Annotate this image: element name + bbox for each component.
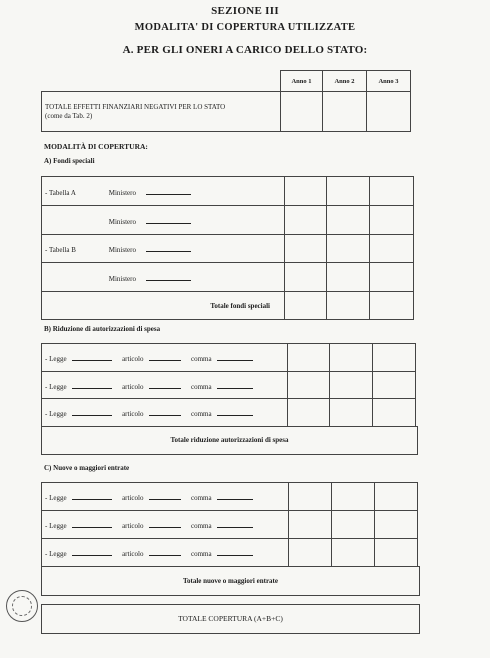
fondi-cell[interactable] bbox=[370, 263, 414, 292]
legge-blank[interactable] bbox=[72, 547, 112, 556]
totale-entrate-label: Totale nuove o maggiori entrate bbox=[182, 577, 278, 585]
ministero-blank[interactable] bbox=[146, 272, 191, 281]
riduzione-cell[interactable] bbox=[330, 399, 373, 427]
totale-riduzione-label: Totale riduzione autorizzazioni di spesa bbox=[170, 436, 289, 444]
fondi-cell[interactable] bbox=[370, 235, 414, 263]
legge-blank[interactable] bbox=[72, 407, 112, 416]
totale-effetti-label: TOTALE EFFETTI FINANZIARI NEGATIVI PER LO STATO bbox=[45, 102, 226, 111]
articolo-blank[interactable] bbox=[149, 352, 181, 361]
entrate-cell[interactable] bbox=[332, 539, 375, 567]
year-1-header: Anno 1 bbox=[281, 71, 323, 92]
articolo-blank[interactable] bbox=[149, 519, 181, 528]
ministero-label: Ministero bbox=[108, 246, 136, 254]
riduzione-heading: B) Riduzione di autorizzazioni di spesa bbox=[44, 325, 161, 333]
section-title: SEZIONE III bbox=[211, 5, 279, 17]
articolo-blank[interactable] bbox=[149, 547, 181, 556]
comma-blank[interactable] bbox=[217, 407, 253, 416]
fondi-cell[interactable] bbox=[327, 177, 370, 206]
ministero-label: Ministero bbox=[108, 217, 136, 226]
fondi-total-cell[interactable] bbox=[370, 292, 414, 320]
entrate-cell[interactable] bbox=[289, 511, 332, 539]
fondi-table bbox=[41, 176, 414, 320]
effetti-anno1-cell[interactable] bbox=[281, 92, 323, 132]
effetti-anno2-cell[interactable] bbox=[323, 92, 367, 132]
section-subtitle: MODALITA' DI COPERTURA UTILIZZATE bbox=[134, 22, 356, 33]
fondi-heading: A) Fondi speciali bbox=[44, 157, 95, 165]
entrate-cell[interactable] bbox=[332, 511, 375, 539]
riduzione-cell[interactable] bbox=[288, 399, 330, 427]
articolo-blank[interactable] bbox=[149, 491, 181, 500]
fondi-cell[interactable] bbox=[370, 206, 414, 235]
legge-label: - Legge bbox=[45, 522, 67, 530]
fondi-cell[interactable] bbox=[327, 263, 370, 292]
effetti-anno3-cell[interactable] bbox=[367, 92, 411, 132]
fondi-total-cell[interactable] bbox=[327, 292, 370, 320]
legge-blank[interactable] bbox=[72, 380, 112, 389]
legge-blank[interactable] bbox=[72, 491, 112, 500]
fondi-cell[interactable] bbox=[285, 263, 327, 292]
ministero-label: Ministero bbox=[108, 274, 136, 283]
entrate-heading: C) Nuove o maggiori entrate bbox=[44, 464, 130, 472]
totale-riduzione-box bbox=[41, 426, 418, 455]
articolo-label: articolo bbox=[122, 494, 144, 502]
articolo-label: articolo bbox=[122, 550, 144, 558]
totale-fondi-label: Totale fondi speciali bbox=[42, 292, 285, 320]
comma-label: comma bbox=[190, 550, 212, 558]
fondi-cell[interactable] bbox=[327, 235, 370, 263]
riduzione-cell[interactable] bbox=[373, 372, 416, 399]
articolo-label: articolo bbox=[122, 382, 144, 391]
articolo-blank[interactable] bbox=[149, 380, 181, 389]
comma-label: comma bbox=[190, 355, 212, 363]
entrate-cell[interactable] bbox=[375, 511, 418, 539]
entrate-cell[interactable] bbox=[289, 483, 332, 511]
articolo-label: articolo bbox=[122, 410, 144, 418]
entrate-cell[interactable] bbox=[332, 483, 375, 511]
comma-label: comma bbox=[190, 494, 212, 502]
comma-blank[interactable] bbox=[217, 352, 253, 361]
comma-blank[interactable] bbox=[217, 380, 253, 389]
ministero-blank[interactable] bbox=[146, 186, 191, 195]
riduzione-cell[interactable] bbox=[330, 372, 373, 399]
legge-label: - Legge bbox=[45, 355, 67, 363]
totale-effetti-note: (come da Tab. 2) bbox=[45, 111, 93, 120]
riduzione-cell[interactable] bbox=[288, 344, 330, 372]
ministero-label: Ministero bbox=[108, 188, 136, 197]
articolo-label: articolo bbox=[122, 522, 144, 530]
fondi-cell[interactable] bbox=[285, 235, 327, 263]
comma-label: comma bbox=[190, 410, 212, 418]
riduzione-table bbox=[41, 343, 416, 427]
entrate-cell[interactable] bbox=[375, 539, 418, 567]
tabella-a-label: - Tabella A bbox=[45, 188, 76, 197]
seal-stamp-icon bbox=[6, 590, 38, 622]
entrate-cell[interactable] bbox=[375, 483, 418, 511]
legge-label: - Legge bbox=[45, 550, 67, 558]
ministero-blank[interactable] bbox=[146, 243, 191, 252]
legge-label: - Legge bbox=[45, 382, 67, 391]
legge-blank[interactable] bbox=[72, 519, 112, 528]
legge-label: - Legge bbox=[45, 410, 67, 418]
riduzione-cell[interactable] bbox=[373, 344, 416, 372]
riduzione-cell[interactable] bbox=[288, 372, 330, 399]
fondi-cell[interactable] bbox=[285, 206, 327, 235]
totale-entrate-box bbox=[41, 566, 420, 596]
comma-blank[interactable] bbox=[217, 491, 253, 500]
year-3-header: Anno 3 bbox=[367, 71, 411, 92]
articolo-blank[interactable] bbox=[149, 407, 181, 416]
totale-copertura-box bbox=[41, 604, 420, 634]
totale-copertura-label: TOTALE COPERTURA (A+B+C) bbox=[178, 614, 283, 623]
fondi-cell[interactable] bbox=[285, 177, 327, 206]
fondi-cell[interactable] bbox=[370, 177, 414, 206]
fondi-cell[interactable] bbox=[327, 206, 370, 235]
year-2-header: Anno 2 bbox=[323, 71, 367, 92]
modalita-label: MODALITÀ DI COPERTURA: bbox=[44, 142, 148, 151]
comma-blank[interactable] bbox=[217, 519, 253, 528]
tabella-b-label: - Tabella B bbox=[45, 246, 76, 254]
section-heading: A. PER GLI ONERI A CARICO DELLO STATO: bbox=[122, 44, 368, 56]
comma-label: comma bbox=[190, 382, 212, 391]
comma-label: comma bbox=[190, 522, 212, 530]
legge-label: - Legge bbox=[45, 494, 67, 502]
ministero-blank[interactable] bbox=[146, 215, 191, 224]
riduzione-cell[interactable] bbox=[330, 344, 373, 372]
entrate-table bbox=[41, 482, 418, 567]
articolo-label: articolo bbox=[122, 355, 144, 363]
effetti-table bbox=[41, 70, 411, 132]
entrate-cell[interactable] bbox=[289, 539, 332, 567]
fondi-total-cell[interactable] bbox=[285, 292, 327, 320]
comma-blank[interactable] bbox=[217, 547, 253, 556]
legge-blank[interactable] bbox=[72, 352, 112, 361]
riduzione-cell[interactable] bbox=[373, 399, 416, 427]
